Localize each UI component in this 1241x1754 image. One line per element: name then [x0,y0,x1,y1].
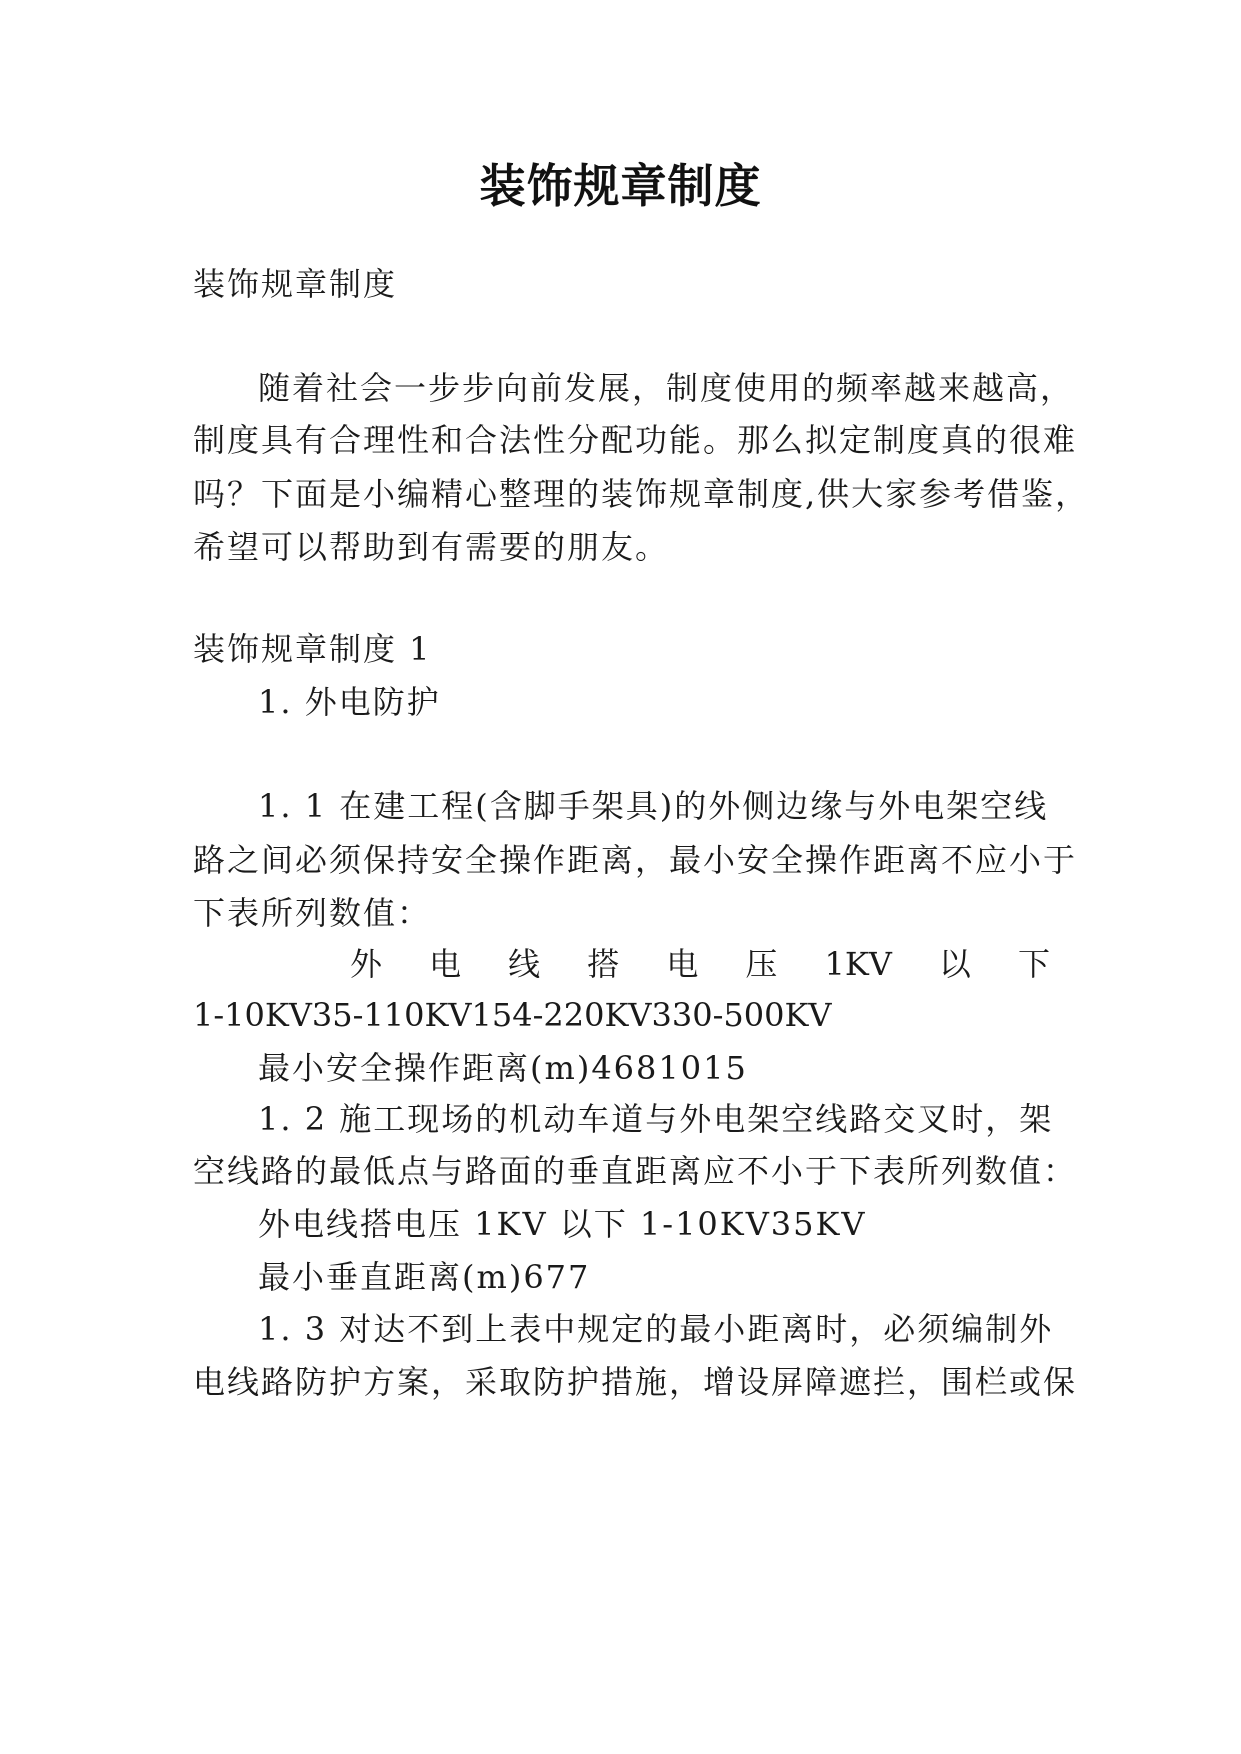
table1-header-continued: 1-10KV35-110KV154-220KV330-500KV [193,996,832,1034]
table1-header-part: 下 [1017,945,1050,983]
item-1-1-line-1: 1. 1 在建工程(含脚手架具)的外侧边缘与外电架空线 [258,787,1049,825]
table1-header-part: 电 [666,945,699,983]
document-title: 装饰规章制度 [479,159,762,213]
item-1-1-line-3: 下表所列数值： [193,894,432,932]
subtitle: 装饰规章制度 [193,265,398,303]
intro-line-4: 希望可以帮助到有需要的朋友。 [193,528,670,566]
item-heading: 1. 外电防护 [258,683,441,721]
table1-header-part: 外 [350,945,383,983]
item-1-3-line-1: 1. 3 对达不到上表中规定的最小距离时，必须编制外 [258,1310,1054,1348]
table1-header-part: 1KV [824,945,892,983]
intro-line-2: 制度具有合理性和合法性分配功能。那么拟定制度真的很难 [193,421,1078,459]
intro-line-1: 随着社会一步步向前发展，制度使用的频率越来越高， [258,369,1075,407]
item-1-3-line-2: 电线路防护方案，采取防护措施，增设屏障遮拦，围栏或保 [193,1363,1078,1401]
table1-header-part: 线 [508,945,541,983]
item-1-2-line-2: 空线路的最低点与路面的垂直距离应不小于下表所列数值： [193,1152,1078,1190]
section-heading: 装饰规章制度 1 [193,630,432,668]
table2-header: 外电线搭电压 1KV 以下 1-10KV35KV [258,1205,867,1243]
item-1-1-line-2: 路之间必须保持安全操作距离，最小安全操作距离不应小于 [193,841,1078,879]
table1-header-part: 电 [429,945,462,983]
table1-header-part: 搭 [587,945,620,983]
table1-header-part: 压 [745,945,778,983]
table1-row: 最小安全操作距离(m)4681015 [258,1049,748,1087]
item-1-2-line-1: 1. 2 施工现场的机动车道与外电架空线路交叉时，架 [258,1100,1054,1138]
intro-line-3: 吗？下面是小编精心整理的装饰规章制度,供大家参考借鉴， [193,475,1090,513]
table1-header-part: 以 [938,945,971,983]
table1-header [350,944,1050,984]
table2-row: 最小垂直距离(m)677 [258,1258,591,1296]
